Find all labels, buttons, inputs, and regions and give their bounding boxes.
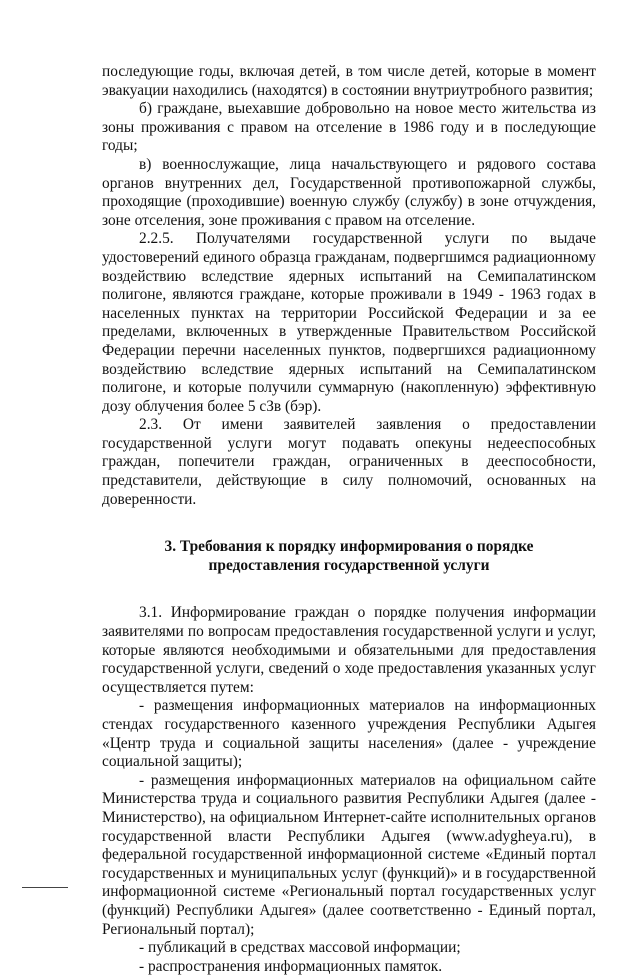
paragraph-2-3: 2.3. От имени заявителей заявления о предоставлении государственной услуги могут подавать опекуны недееспособных граждан, попечители граждан, ограниченных в дееспособности, представители, действующие в силу полномочий, основанных на доверенности. (102, 416, 596, 508)
document-page (102, 63, 596, 976)
section-3-heading-line-2: предоставления государственной услуги (208, 556, 490, 574)
footer-rule (22, 887, 68, 888)
paragraph-item-v: в) военнослужащие, лица начальствующего и рядового состава органов внутренних дел, Государственной противопожарной службы, проходящие (проходившие) военную службу (службу) в зоне отчуждения, зоне отселения, зоне проживания с правом на отселение. (102, 155, 596, 229)
paragraph-item-b: б) граждане, выехавшие добровольно на новое место жительства из зоны проживания с правом на отселение в 1986 году и в последующие годы; (102, 100, 596, 155)
section-3-heading-line-1: 3. Требования к порядку информирования о порядке (164, 538, 534, 556)
paragraph-evacuation-continuation: последующие годы, включая детей, в том числе детей, которые в момент эвакуации находились (находятся) в состоянии внутриутробного развития; (102, 63, 596, 99)
list-item-media: - публикаций в средствах массовой информации; (139, 939, 461, 957)
list-item-websites: - размещения информационных материалов на официальном сайте Министерства труда и социального развития Республики Адыгея (далее - Министерство), на официальном Интернет-сайте исполнительных органов государственной власти Республики Адыгея (www.adygheya.ru), в федеральной государственной информационной системе «Единый портал государственных и муниципальных услуг (функций)» и в государственной информационной системе «Региональный портал государственных услуг (функций) Республики Адыгея» (далее соответственно - Единый портал, Региональный портал); (102, 771, 596, 938)
section-3-heading (102, 538, 596, 575)
paragraph-3-1: 3.1. Информирование граждан о порядке получения информации заявителями по вопросам предоставления государственной услуги и услуг, которые являются необходимыми и обязательными для предоставления государственной услуги, сведений о ходе предоставления указанных услуг осуществляется путем: (102, 604, 596, 696)
list-item-leaflets: - распространения информационных памяток. (139, 957, 443, 975)
list-item-stands: - размещения информационных материалов на информационных стендах государственного казенного учреждения Республики Адыгея «Центр труда и социальной защиты населения» (далее - учреждение социальной защиты); (102, 697, 596, 771)
paragraph-2-2-5: 2.2.5. Получателями государственной услуги по выдаче удостоверений единого образца гражданам, подвергшимся радиационному воздействию вследствие ядерных испытаний на Семипалатинском полигоне, являются граждане, которые проживали в 1949 - 1963 годах в населенных пунктах на территории Российской Федерации и за ее пределами, включенных в утвержденные Правительством Российской Федерации перечни населенных пунктов, подвергшихся радиационному воздействию вследствие ядерных испытаний на Семипалатинском полигоне, и которые получили суммарную (накопленную) эффективную дозу облучения более 5 сЗв (бэр). (102, 230, 596, 415)
